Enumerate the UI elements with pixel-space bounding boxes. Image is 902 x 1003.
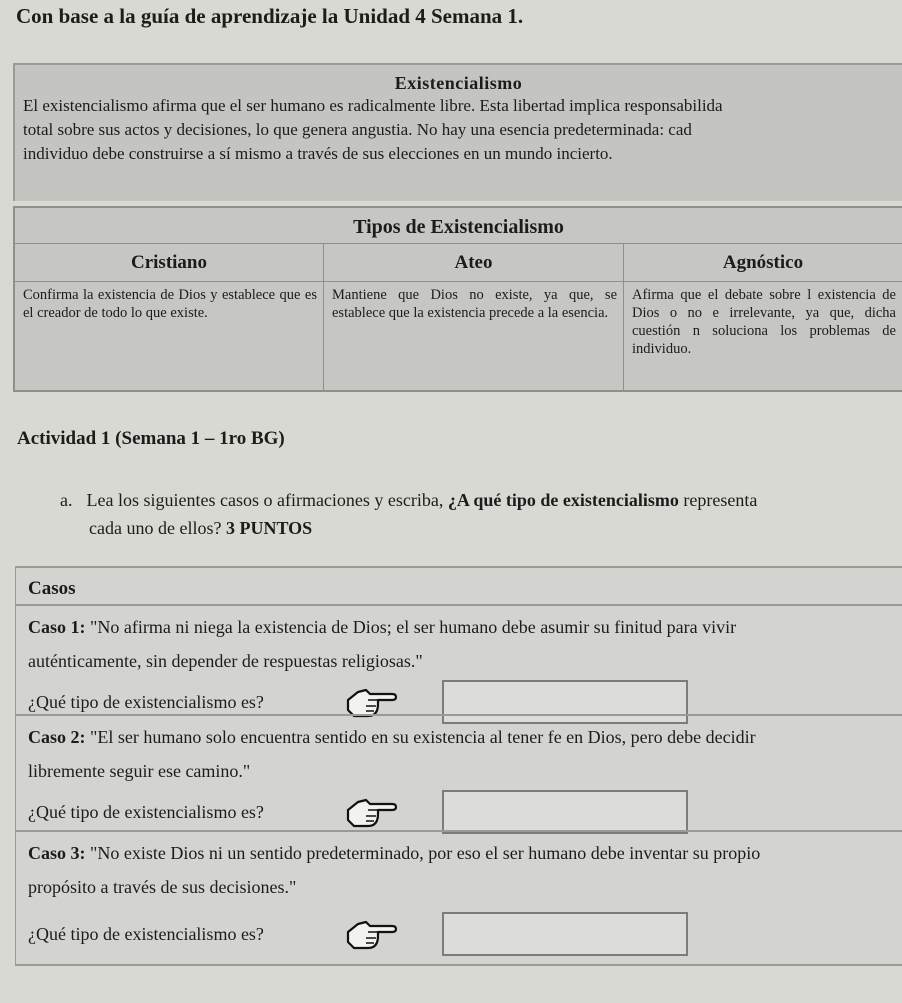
existencialismo-text [15,94,902,166]
caso-label: Caso 3: [28,843,86,863]
existencialismo-title: Existencialismo [394,73,523,93]
instruction [60,486,757,542]
existencialismo-box [13,63,902,201]
instruction-text-2: cada uno de ellos? [89,518,226,538]
caso-label: Caso 1: [28,617,86,637]
caso-text-2: libremente seguir ese camino." [28,761,251,781]
instruction-points: 3 PUNTOS [225,518,313,538]
column-body: Confirma la existencia de Dios y establece que es el creador de todo lo que existe. [23,287,317,321]
tipos-column-agnostico [624,244,902,391]
existencialismo-line: total sobre sus actos y decisiones, lo que genera angustia. No hay una esencia predeterminada: cad [23,120,692,139]
instruction-text: Lea los siguientes casos o afirmaciones y escriba, [86,490,448,510]
caso-question: ¿Qué tipo de existencialismo es? [28,802,264,822]
caso-question: ¿Qué tipo de existencialismo es? [28,692,264,712]
page-title: Con base a la guía de aprendizaje la Unidad 4 Semana 1. [16,4,524,28]
column-body: Afirma que el debate sobre l existencia de Dios o no e irrelevante, ya que, dicha cuestión n soluciona los problemas de individuo. [632,287,896,357]
caso-text-2: propósito a través de sus decisiones." [28,877,297,897]
pointing-hand-icon [344,796,400,832]
instruction-label: a. [60,490,73,510]
actividad-title: Actividad 1 (Semana 1 – 1ro BG) [17,428,285,449]
caso-text-2: auténticamente, sin depender de respuestas religiosas." [28,651,423,671]
tipos-grid [15,244,902,391]
caso-question-row [28,910,902,958]
caso-quote: "No afirma ni niega la existencia de Dios; el ser humano debe asumir su finitud para vivir [85,617,737,637]
column-header: Agnóstico [624,244,902,282]
caso-quote: "El ser humano solo encuentra sentido en su existencia al tener fe en Dios, pero debe decidir [85,727,756,747]
tipos-column-cristiano [15,244,324,391]
existencialismo-line: individuo debe construirse a sí mismo a través de sus elecciones en un mundo incierto. [23,144,613,163]
column-header: Ateo [324,244,623,282]
casos-header: Casos [28,578,76,599]
column-header: Cristiano [15,244,323,282]
instruction-bold: ¿A qué tipo de existencialismo [447,490,679,510]
casos-table [15,566,902,966]
caso-label: Caso 2: [28,727,86,747]
caso-text [28,610,902,644]
caso-row [16,714,902,830]
tipos-table [13,206,902,392]
caso-question: ¿Qué tipo de existencialismo es? [28,924,264,944]
instruction-text-end: representa [678,490,758,510]
column-body: Mantiene que Dios no existe, ya que, se establece que la existencia precede a la esencia. [332,287,617,321]
pointing-hand-icon [344,918,400,954]
caso-quote: "No existe Dios ni un sentido predeterminado, por eso el ser humano debe inventar su propio [85,843,761,863]
tipos-title: Tipos de Existencialismo [15,208,902,244]
caso-row [16,604,902,714]
tipos-column-ateo [324,244,624,391]
answer-input[interactable] [442,790,688,834]
caso-row [16,830,902,956]
answer-input[interactable] [442,912,688,956]
caso-text [28,720,902,754]
caso-text [28,836,902,870]
caso-question-row [28,788,902,836]
existencialismo-line: El existencialismo afirma que el ser humano es radicalmente libre. Esta libertad implica responsabilida [23,96,723,115]
